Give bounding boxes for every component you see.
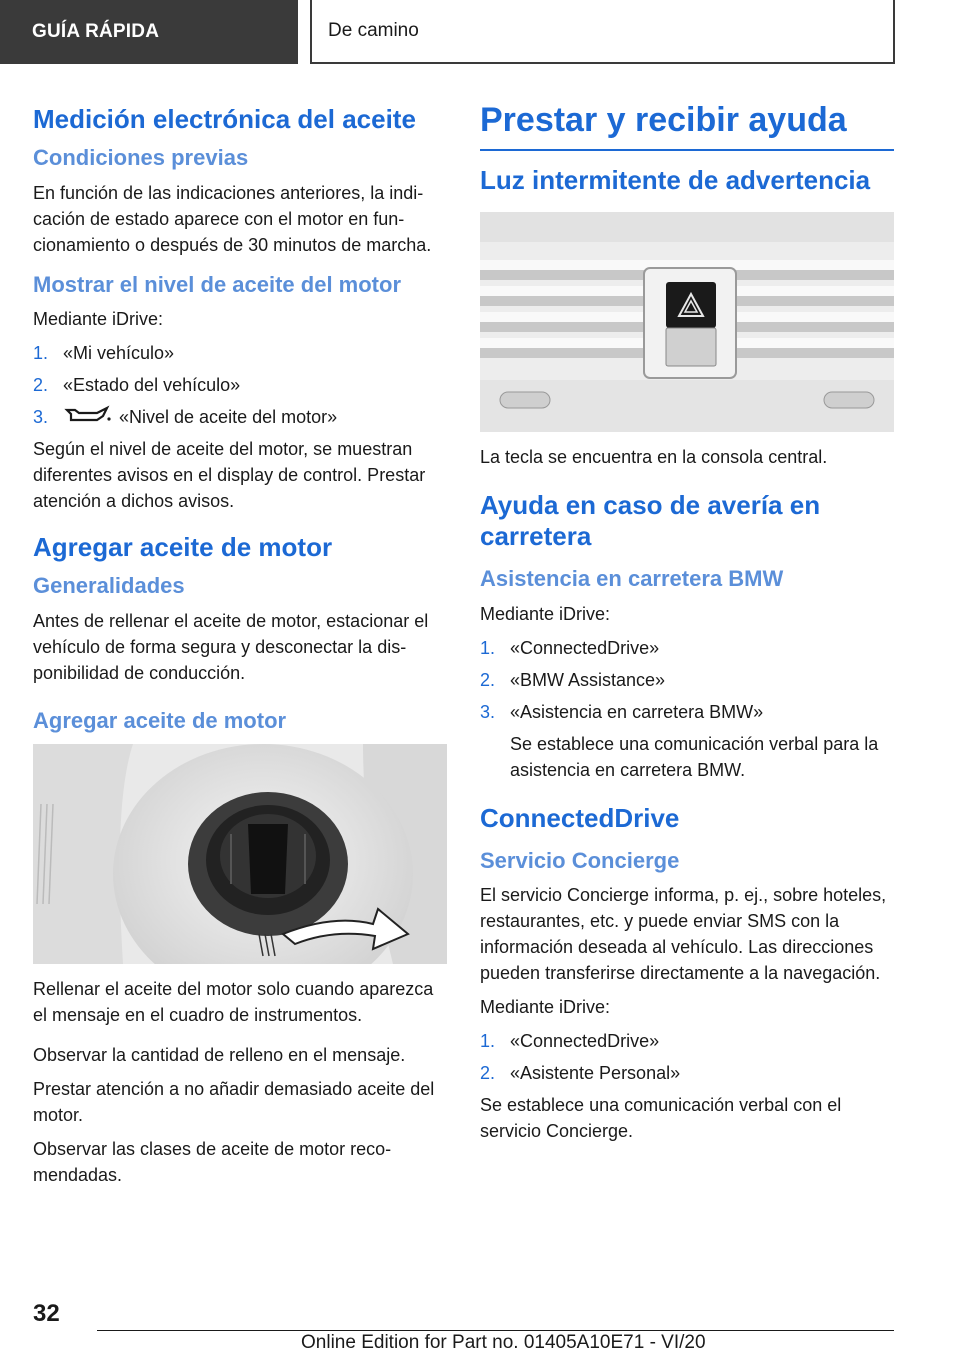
list-item: [33, 404, 447, 430]
list-item: [480, 667, 894, 693]
hazard-button-image: [480, 212, 894, 432]
section-title-help: Prestar y recibir ayuda: [480, 101, 847, 139]
paragraph-concierge-outro: Se establece una comunicación verbal con el servicio Concierge.: [480, 1095, 842, 1142]
paragraph-no-overfill: Prestar atención a no añadir demasiado aceite del motor.: [33, 1078, 435, 1125]
step-number: 2.: [480, 1063, 496, 1084]
intro-idrive-roadside: Mediante iDrive:: [480, 603, 611, 624]
heading-preconditions: Condiciones previas: [33, 145, 249, 171]
step-number: 1.: [480, 1031, 496, 1052]
section-tab: [0, 0, 298, 64]
steps-concierge: [480, 1028, 894, 1086]
paragraph-concierge: El servicio Concierge informa, p. ej., sobre hoteles, restaurantes, etc. y puede enviar SMS con la información deseada al vehículo. Las direcciones pueden transferirse directamente a la navegación.: [480, 885, 887, 984]
list-item: [33, 340, 447, 366]
oil-filler-cap-image: [33, 744, 447, 964]
step-text: «BMW Assistance»: [510, 669, 666, 690]
oil-can-icon: [63, 404, 111, 426]
step-number: 1.: [480, 637, 496, 658]
caption-hazard-button: La tecla se encuentra en la consola central.: [480, 446, 828, 467]
chapter-label: De camino: [328, 20, 419, 41]
heading-show-oil-level: Mostrar el nivel de aceite del motor: [33, 271, 402, 297]
section-title-rule: [480, 100, 894, 151]
step-text: «Asistencia en carretera BMW»: [510, 701, 764, 722]
heading-bmw-roadside: Asistencia en carretera BMW: [480, 566, 784, 592]
steps-roadside: [480, 635, 894, 783]
section-title-add-oil: Agregar aceite de motor: [33, 531, 333, 562]
paragraph-oil-types: Observar las clases de aceite de motor recomendadas.: [33, 1138, 392, 1185]
list-item: [480, 1028, 894, 1054]
steps-oil-level: [33, 340, 447, 430]
step-number: 3.: [33, 406, 49, 427]
intro-idrive: Mediante iDrive:: [33, 308, 164, 329]
heading-concierge: Servicio Concierge: [480, 847, 680, 873]
heading-add-oil: Agregar aceite de motor: [33, 707, 287, 733]
section-title-oil-measure: Medición electrónica del aceite: [33, 104, 416, 134]
step-text: «ConnectedDrive»: [510, 1031, 660, 1052]
left-column: [33, 100, 447, 1196]
heading-roadside-help: Ayuda en caso de avería en carretera: [480, 489, 821, 552]
chapter-tab: [310, 0, 895, 64]
step-text: «Asistente Personal»: [510, 1063, 681, 1084]
heading-general: Generalidades: [33, 573, 185, 599]
step-number: 3.: [480, 701, 496, 722]
step-text: «Nivel de aceite del motor»: [119, 406, 338, 427]
step-number: 2.: [33, 374, 49, 395]
heading-connecteddrive: ConnectedDrive: [480, 802, 680, 833]
paragraph-oil-warnings: Según el nivel de aceite del motor, se muestran diferentes avisos en el display de control. Prestar atención a dichos avisos.: [33, 438, 426, 511]
list-item: [33, 372, 447, 398]
paragraph-fill-quantity: Observar la cantidad de relleno en el mensaje.: [33, 1044, 406, 1065]
heading-hazard-lights: Luz intermitente de advertencia: [480, 164, 871, 195]
footer-divider: [97, 1330, 894, 1331]
step-number: 2.: [480, 669, 496, 690]
list-item: [480, 1060, 894, 1086]
right-column: [480, 100, 894, 1152]
paragraph-preconditions: En función de las indicaciones anteriores, la indicación de estado aparece con el motor en funcionamiento o después de 30 minutos de marcha.: [33, 182, 432, 255]
list-item: [480, 699, 894, 783]
page-number: 32: [33, 1300, 60, 1327]
step-note: Se establece una comunicación verbal para la asistencia en carretera BMW.: [510, 733, 879, 780]
paragraph-refill-when: Rellenar el aceite del motor solo cuando aparezca el mensaje en el cuadro de instrumentos.: [33, 978, 434, 1025]
step-text: «Mi vehículo»: [63, 342, 175, 363]
step-text-block: [510, 699, 894, 783]
step-text: «ConnectedDrive»: [510, 637, 660, 658]
step-number: 1.: [33, 342, 49, 363]
list-item: [480, 635, 894, 661]
step-text: «Estado del vehículo»: [63, 374, 241, 395]
intro-idrive-concierge: Mediante iDrive:: [480, 997, 611, 1018]
section-label: GUÍA RÁPIDA: [32, 21, 160, 42]
footer-edition: Online Edition for Part no. 01405A10E71 - VI/20: [301, 1332, 706, 1353]
paragraph-general: Antes de rellenar el aceite de motor, estacionar el vehículo de forma segura y desconectar la disponibilidad de conducción.: [33, 610, 429, 683]
